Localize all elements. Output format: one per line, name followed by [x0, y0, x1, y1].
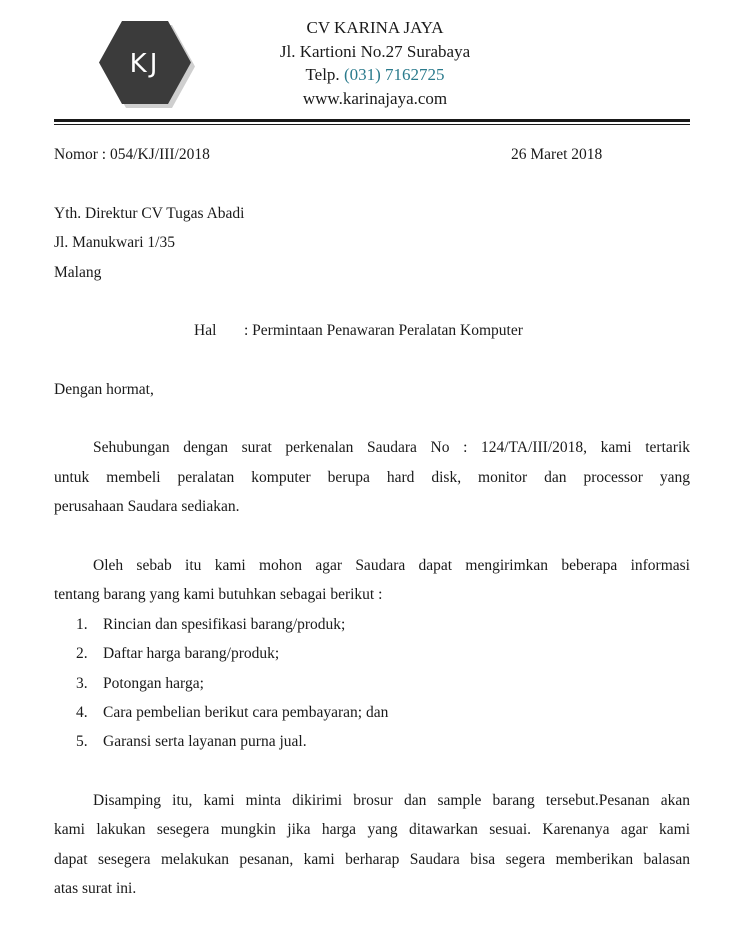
recipient-line-2: Jl. Manukwari 1/35 — [54, 234, 175, 251]
number-value: : 054/KJ/III/2018 — [101, 146, 210, 163]
company-website: www.karinajaya.com — [302, 88, 448, 108]
list-item-number: 3. — [76, 675, 88, 692]
subject-label: Hal — [194, 322, 217, 339]
salutation: Dengan hormat, — [54, 381, 154, 398]
letter-date: 26 Maret 2018 — [511, 146, 603, 163]
subject-value: : Permintaan Penawaran Peralatan Komputer — [244, 322, 523, 339]
logo-text: KJ — [129, 49, 161, 79]
header-divider-thick — [54, 119, 690, 122]
paragraph-3-line-3: dapat sesegera melakukan pesanan, kami berharap Saudara bisa segera memberikan balasan — [54, 851, 690, 868]
paragraph-1-line-2: untuk membeli peralatan komputer berupa hard disk, monitor dan processor yang — [54, 469, 690, 486]
list-item-text: Cara pembelian berikut cara pembayaran; dan — [103, 704, 389, 721]
paragraph-3-line-4: atas surat ini. — [54, 880, 137, 897]
list-item-text: Daftar harga barang/produk; — [103, 645, 280, 662]
letter-number — [54, 146, 210, 164]
recipient-line-3: Malang — [54, 264, 102, 281]
list-item-number: 4. — [76, 704, 88, 721]
list-item-number: 2. — [76, 645, 88, 662]
list-item-text: Potongan harga; — [103, 675, 204, 692]
company-phone — [240, 63, 510, 87]
list-item-number: 1. — [76, 616, 88, 633]
paragraph-3-line-1: Disamping itu, kami minta dikirimi brosur dan sample barang tersebut.Pesanan akan — [93, 792, 690, 809]
list-item-number: 5. — [76, 733, 88, 750]
company-address: Jl. Kartioni No.27 Surabaya — [279, 41, 471, 61]
paragraph-1-line-3: perusahaan Saudara sediakan. — [54, 498, 240, 515]
paragraph-3-line-2: kami lakukan sesegera mungkin jika harga yang ditawarkan sesuai. Karenanya agar kami — [54, 821, 690, 838]
paragraph-2-line-1: Oleh sebab itu kami mohon agar Saudara dapat mengirimkan beberapa informasi — [93, 557, 690, 574]
recipient-line-1: Yth. Direktur CV Tugas Abadi — [54, 205, 245, 222]
list-item-text: Garansi serta layanan purna jual. — [103, 733, 307, 750]
letterhead — [240, 16, 510, 110]
company-name: CV KARINA JAYA — [306, 18, 444, 37]
list-item-text: Rincian dan spesifikasi barang/produk; — [103, 616, 346, 633]
paragraph-1-line-1: Sehubungan dengan surat perkenalan Saudara No : 124/TA/III/2018, kami tertarik — [93, 439, 690, 456]
number-label: Nomor — [54, 146, 98, 163]
phone-label: Telp. — [305, 65, 340, 84]
paragraph-2-line-2: tentang barang yang kami butuhkan sebagai berikut : — [54, 586, 383, 603]
header-divider-thin — [54, 124, 690, 125]
company-logo — [97, 20, 197, 109]
phone-number: (031) 7162725 — [343, 65, 445, 84]
